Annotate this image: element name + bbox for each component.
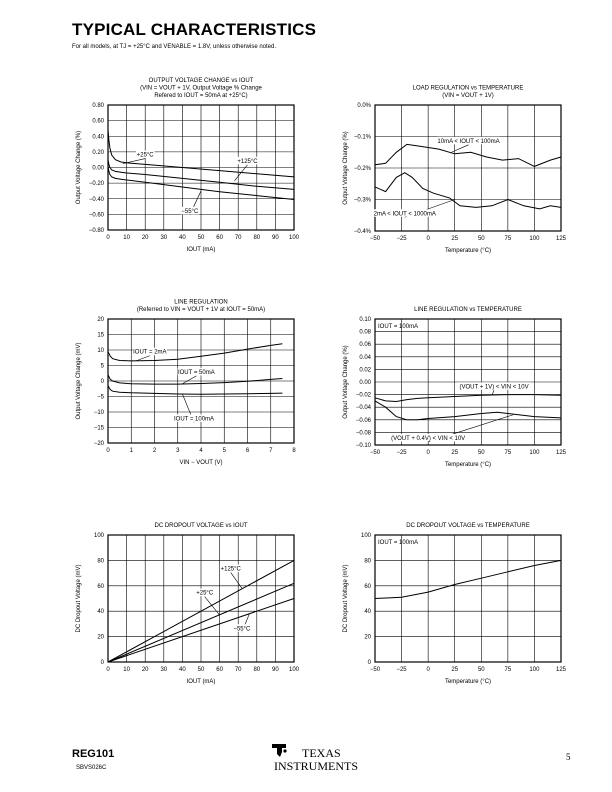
y-axis-label: DC Dropout Voltage (mV) — [76, 564, 82, 633]
x-tick-label: 90 — [272, 667, 279, 673]
annotation-label: IOUT = 2mA — [133, 349, 167, 356]
y-tick-label: 0.20 — [92, 149, 104, 156]
y-tick-label: −0.40 — [88, 196, 104, 203]
y-tick-label: −10 — [93, 410, 104, 416]
x-tick-label: −50 — [369, 667, 381, 673]
x-tick-label: 125 — [555, 236, 567, 242]
page-subtitle: For all models, at TJ = +25°C and VENABLE = 1.8V, unless otherwise noted. — [72, 44, 277, 50]
x-tick-label: 0 — [106, 667, 110, 673]
y-tick-label: 0.00 — [359, 380, 371, 386]
x-tick-label: 4 — [199, 448, 203, 454]
chart-c5 — [76, 523, 300, 685]
annotation-label: (VOUT + 0.4V) < VIN < 10V — [391, 435, 466, 442]
annotation-label: 2mA < IOUT < 1000mA — [373, 211, 436, 218]
x-axis-label: IOUT (mA) — [186, 247, 216, 253]
footer-document-number: SBVS026C — [76, 765, 107, 771]
x-tick-label: 0 — [426, 667, 430, 673]
y-tick-label: 80 — [364, 558, 371, 565]
chart-note: IOUT = 100mA — [378, 540, 419, 546]
y-tick-label: 0.80 — [92, 103, 104, 109]
chart-c4 — [343, 307, 567, 468]
y-tick-label: 40 — [364, 609, 371, 616]
x-tick-label: 100 — [288, 235, 300, 241]
plot-frame — [375, 535, 561, 662]
x-tick-label: 5 — [222, 448, 226, 454]
y-tick-label: −0.2% — [353, 166, 371, 172]
x-tick-label: 50 — [477, 450, 485, 456]
y-tick-label: −0.20 — [88, 181, 104, 188]
x-tick-label: 0 — [106, 235, 110, 241]
annotation-label: (VOUT + 1V) < VIN < 10V — [459, 384, 529, 391]
y-tick-label: −0.04 — [355, 405, 371, 412]
x-tick-label: 50 — [197, 235, 205, 241]
y-tick-label: −0.60 — [88, 212, 104, 219]
y-tick-label: −20 — [93, 441, 104, 447]
y-tick-label: 10 — [97, 348, 104, 354]
annotation-leader — [182, 376, 196, 384]
x-axis-label: VIN − VOUT (V) — [179, 460, 223, 466]
y-tick-label: −0.06 — [355, 417, 371, 424]
x-tick-label: 20 — [141, 235, 149, 241]
y-tick-label: 100 — [93, 533, 104, 539]
x-axis-label: IOUT (mA) — [186, 679, 216, 685]
series-line — [375, 395, 561, 402]
y-tick-label: 0 — [100, 379, 104, 385]
x-axis-label: Temperature (°C) — [444, 462, 492, 468]
x-tick-label: 75 — [504, 236, 512, 242]
x-tick-label: 70 — [234, 667, 242, 673]
y-axis-label: Output Voltage Change (%) — [76, 130, 82, 205]
annotation-label: +25°C — [136, 152, 154, 159]
x-tick-label: 30 — [160, 235, 168, 241]
x-tick-label: 70 — [234, 235, 242, 241]
annotation-label: −55°C — [181, 208, 199, 215]
y-tick-label: 100 — [360, 533, 371, 539]
y-tick-label: 60 — [364, 583, 371, 590]
x-tick-label: 80 — [253, 235, 261, 241]
x-tick-label: 10 — [123, 667, 130, 673]
chart-title: OUTPUT VOLTAGE CHANGE vs IOUT — [148, 78, 254, 84]
y-tick-label: 20 — [364, 634, 371, 641]
y-tick-label: −0.3% — [353, 197, 371, 204]
x-tick-label: 100 — [288, 667, 300, 673]
annotation-label: IOUT = 100mA — [173, 416, 215, 423]
series-line — [375, 401, 561, 420]
x-tick-label: 100 — [529, 667, 540, 673]
chart-c3 — [76, 300, 296, 467]
chart-title: LINE REGULATION vs TEMPERATURE — [414, 307, 522, 313]
x-axis-label: Temperature (°C) — [444, 248, 492, 254]
y-tick-label: 5 — [100, 363, 104, 370]
annotation-leader — [452, 145, 469, 152]
x-tick-label: 100 — [529, 236, 540, 242]
y-tick-label: −5 — [97, 394, 104, 401]
x-tick-label: 1 — [129, 448, 133, 454]
x-tick-label: 7 — [269, 448, 273, 454]
annotation-label: IOUT = 50mA — [177, 369, 215, 376]
y-tick-label: 0.0% — [357, 103, 371, 109]
y-tick-label: 0.06 — [359, 342, 371, 349]
y-tick-label: −0.1% — [353, 134, 371, 141]
y-tick-label: 80 — [97, 558, 104, 565]
chart-note: IOUT = 100mA — [378, 324, 419, 330]
x-tick-label: 0 — [426, 236, 430, 242]
x-tick-label: 50 — [477, 667, 485, 673]
x-axis-label: Temperature (°C) — [444, 679, 492, 685]
y-tick-label: 0.40 — [92, 134, 104, 141]
x-tick-label: 3 — [176, 448, 180, 454]
x-tick-label: 8 — [292, 448, 296, 454]
y-tick-label: 20 — [97, 634, 104, 641]
chart-title: DC DROPOUT VOLTAGE vs TEMPERATURE — [406, 523, 530, 529]
series-line — [108, 386, 282, 395]
x-tick-label: 10 — [123, 235, 130, 241]
ti-logo-icon — [270, 742, 290, 760]
chart-c6 — [343, 523, 567, 685]
series-line — [375, 173, 561, 209]
y-tick-label: 0.60 — [92, 118, 104, 125]
x-tick-label: 60 — [216, 667, 223, 673]
y-tick-label: −0.10 — [355, 443, 371, 449]
y-tick-label: 0.10 — [359, 317, 371, 323]
y-tick-label: −15 — [93, 425, 104, 432]
x-tick-label: 75 — [504, 667, 512, 673]
x-tick-label: 40 — [179, 235, 186, 241]
chart-c2 — [343, 86, 567, 255]
x-tick-label: 50 — [197, 667, 205, 673]
x-tick-label: 125 — [555, 667, 567, 673]
x-tick-label: 60 — [216, 235, 223, 241]
x-tick-label: 20 — [141, 667, 149, 673]
chart-title: DC DROPOUT VOLTAGE vs IOUT — [154, 523, 248, 529]
y-axis-label: DC Dropout Voltage (mV) — [343, 564, 349, 633]
annotation-leader — [123, 159, 145, 164]
x-tick-label: −25 — [396, 667, 407, 673]
series-line — [375, 144, 561, 166]
y-axis-label: Output Voltage Change (%) — [343, 345, 349, 419]
y-tick-label: −0.08 — [355, 430, 371, 437]
x-tick-label: −50 — [369, 236, 381, 242]
y-tick-label: 40 — [97, 609, 104, 616]
x-tick-label: 50 — [477, 236, 485, 242]
x-tick-label: 100 — [529, 450, 540, 456]
x-tick-label: 25 — [451, 667, 459, 673]
chart-title: (VIN = VOUT + 1V) — [442, 93, 494, 99]
y-tick-label: −0.02 — [355, 392, 371, 399]
page-title: TYPICAL CHARACTERISTICS — [72, 20, 317, 39]
x-tick-label: −50 — [369, 450, 381, 456]
footer-part-number: REG101 — [72, 748, 115, 760]
chart-title: Refered to IOUT = 50mA at +25°C) — [154, 93, 248, 99]
chart-c1 — [76, 78, 300, 253]
x-tick-label: 6 — [245, 448, 250, 454]
annotation-label: +25°C — [196, 590, 214, 597]
y-tick-label: 15 — [97, 332, 104, 339]
series-line — [375, 560, 561, 598]
y-tick-label: 0 — [100, 660, 104, 666]
x-tick-label: 80 — [253, 667, 261, 673]
y-axis-label: Output Voltage Change (%) — [343, 131, 349, 205]
y-tick-label: 0.02 — [359, 367, 371, 374]
y-tick-label: 0 — [367, 660, 371, 666]
annotation-leader — [205, 597, 220, 615]
x-tick-label: −25 — [396, 450, 407, 456]
x-tick-label: 0 — [106, 448, 110, 454]
x-tick-label: −25 — [396, 236, 407, 242]
footer-brand-line1: TEXAS — [302, 746, 341, 760]
y-tick-label: 0.04 — [359, 354, 371, 361]
x-tick-label: 40 — [179, 667, 186, 673]
y-tick-label: 20 — [97, 317, 104, 323]
x-tick-label: 0 — [426, 450, 430, 456]
footer-brand-line2: INSTRUMENTS — [274, 759, 359, 773]
y-tick-label: 0.08 — [359, 329, 371, 336]
annotation-label: +125°C — [237, 158, 258, 165]
annotation-label: −55°C — [233, 626, 251, 633]
x-tick-label: 2 — [152, 448, 157, 454]
chart-title: LINE REGULATION — [174, 299, 228, 306]
y-tick-label: −0.4% — [353, 229, 371, 235]
y-tick-label: 0.00 — [92, 165, 104, 172]
x-tick-label: 25 — [451, 236, 459, 242]
annotation-label: 10mA < IOUT < 100mA — [437, 138, 500, 145]
x-tick-label: 25 — [451, 450, 459, 456]
page-number: 5 — [566, 752, 571, 762]
y-axis-label: Output Voltage Change (mV) — [76, 342, 82, 420]
y-tick-label: −0.80 — [88, 228, 104, 234]
annotation-label: +125°C — [220, 566, 241, 573]
annotation-leader — [136, 356, 150, 361]
chart-title: (VIN = VOUT + 1V, Output Voltage % Change — [140, 85, 262, 92]
x-tick-label: 75 — [504, 450, 512, 456]
x-tick-label: 90 — [272, 235, 279, 241]
y-tick-label: 60 — [97, 583, 104, 590]
x-tick-label: 30 — [160, 667, 168, 673]
chart-title: (Referred to VIN = VOUT + 1V at IOUT = 50mA) — [136, 307, 266, 313]
chart-title: LOAD REGULATION vs TEMPERATURE — [412, 85, 524, 92]
x-tick-label: 125 — [555, 450, 567, 456]
